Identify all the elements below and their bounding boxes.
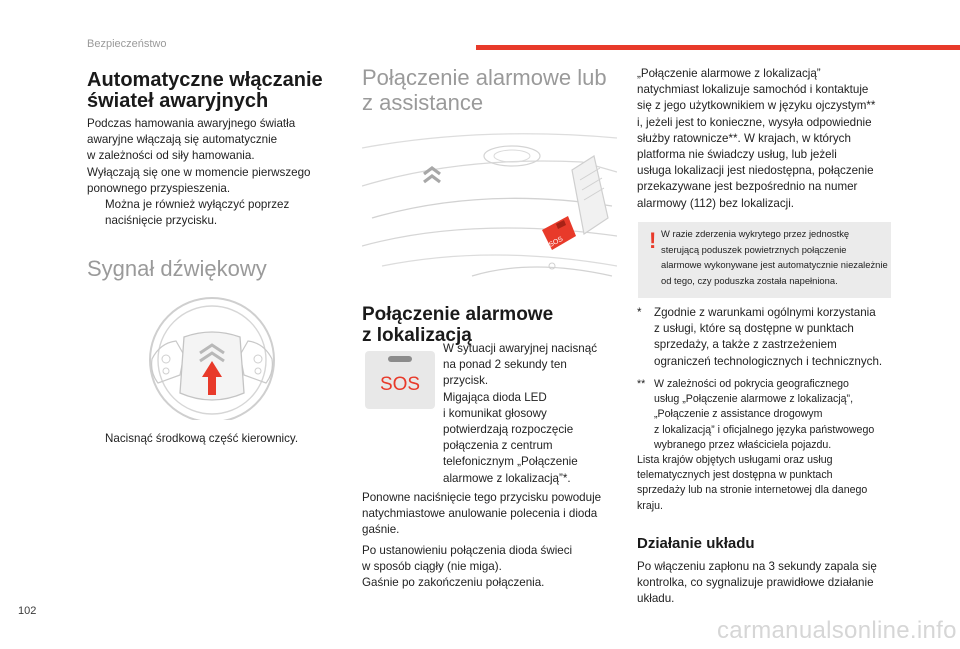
text-line: telematycznych jest dostępna w punktach [637,469,833,482]
text-line: potwierdzają rozpoczęcie [443,423,574,437]
footnote-1 [637,305,882,370]
text-line: kontrolka, co sygnalizuje prawidłowe działanie [637,576,874,590]
text-line: na ponad 2 sekundy ten [443,358,567,372]
text-line: W sytuacji awaryjnej nacisnąć [443,342,597,355]
text-line: w zależności od siły hamowania. [87,149,255,163]
title-line: z lokalizacją [362,325,472,346]
text-line: sprzedaży lub na stronie internetowej dla danego [637,484,868,497]
text-line: sterującą poduszek powietrznych połączenie [661,243,847,255]
text-line: „Połączenie z assistance drogowym [654,408,823,421]
text-line: natychmiast lokalizuje samochód i kontaktuje [637,83,869,97]
title-line: Automatyczne włączanie [87,69,323,91]
text-line: Migająca dioda LED [443,390,547,404]
steering-wheel-illustration [140,297,285,420]
text-line: alarmowe wykonywane jest automatycznie niezależnie [661,259,888,271]
system-operation-title: Działanie układu [637,535,755,552]
text-line: ponownego przyspieszenia. [87,181,231,195]
footnote-mark: ** [637,378,646,390]
horn-bullet [87,431,298,447]
header-accent-bar [476,45,960,50]
text-line: i, jeżeli jest to konieczne, wysyła odpowiednie [637,115,872,129]
hazard-bullet [87,197,289,229]
text-line: alarmowy (112) bez lokalizacji. [637,196,795,210]
text-line: W zależności od pokrycia geograficznego [654,378,849,390]
small-sos-label: SOS [547,235,565,249]
text-line: gaśnie. [362,523,400,537]
text-line: sprzedaży, a także z zastrzeżeniem [654,338,837,352]
text-line: Podczas hamowania awaryjnego światła [87,117,296,130]
section-label: Bezpieczeństwo [87,38,167,50]
horn-title: Sygnał dźwiękowy [87,256,267,281]
text-line: naciśnięcie przycisku. [105,214,218,228]
sos-button-illustration [365,351,435,409]
hazard-lights-title [87,70,323,112]
text-line: natychmiastowe anulowanie polecenia i dioda [362,507,598,521]
text-line: „Połączenie alarmowe z lokalizacją” [637,67,821,80]
text-line: się z jego użytkownikiem w języku ojczystym** [637,99,876,113]
text-line: Gaśnie po zakończeniu połączenia. [362,576,545,590]
text-line: W razie zderzenia wykrytego przez jednostkę [661,228,850,239]
text-line: i komunikat głosowy [443,406,547,420]
text-line: Wyłączają się one w momencie pierwszego [87,165,311,179]
text-line: służby ratownicze**. W krajach, w których [637,131,851,145]
text-line: Ponowne naciśnięcie tego przycisku powoduje [362,491,602,504]
text-line: Zgodnie z warunkami ogólnymi korzystania [654,306,876,319]
title-line: z assistance [362,90,484,115]
located-emergency-title [362,304,553,346]
text-line: wybranego przez właściciela pojazdu. [654,438,832,451]
footnote-2 [637,377,874,453]
text-line: Można je również wyłączyć poprzez [105,198,290,211]
text-line: przycisk. [443,374,489,388]
text-line: przekazywane jest bezpośrednio na numer [637,180,858,194]
page-number: 102 [18,605,37,617]
text-line: Po ustanowieniu połączenia dioda świeci [362,544,573,557]
text-line: z usługi, które są dostępne w punktach [654,322,854,336]
sos-label: SOS [379,374,421,395]
watermark: carmanualsonline.info [717,617,957,644]
text-line: telefonicznym „Połączenie [443,455,578,469]
text-line: od tego, czy poduszka została napełniona. [661,274,838,286]
text-line: usług „Połączenie alarmowe z lokalizacją”, [654,393,854,406]
countries-note [637,453,867,514]
cancel-paragraph [362,490,601,539]
title-line: Połączenie alarmowe [362,304,554,325]
text-line: połączenia z centrum [443,439,553,453]
title-line: Połączenie alarmowe lub [362,65,607,90]
text-line: układu. [637,592,675,606]
text-line: awaryjne włączają się automatycznie [87,133,278,147]
roof-console-illustration [362,126,617,290]
text-line: kraju. [637,499,663,512]
steering-wheel-icon [140,297,285,420]
footnote-mark: * [637,306,642,319]
text-line: Lista krajów objętych usługami oraz usług [637,454,833,466]
led-paragraph [362,543,572,592]
text-line: alarmowe z lokalizacją”*. [443,471,571,485]
text-line: w sposób ciągły (nie miga). [362,560,502,574]
warning-text [661,226,888,288]
led-indicator [388,356,412,362]
text-line: usługa lokalizacji jest niedostępna, połączenie [637,164,874,178]
text-line: Nacisnąć środkową część kierownicy. [105,432,299,445]
hazard-lights-body [87,116,311,197]
located-call-description [637,66,875,212]
text-line: ograniczeń technologicznych i technicznych. [654,354,883,368]
title-line: świateł awaryjnych [87,90,269,112]
roof-console-icon [362,126,617,290]
warning-box [638,222,891,298]
system-operation-body [637,559,877,608]
text-line: z lokalizacją” i oficjalnego języka państwowego [654,423,875,436]
text-line: platforma nie świadczy usług, lub jeżeli [637,148,837,162]
text-line: Po włączeniu zapłonu na 3 sekundy zapala się [637,560,877,573]
sos-instructions [443,341,597,487]
emergency-assistance-title [362,65,607,115]
warning-icon: ! [649,228,657,253]
